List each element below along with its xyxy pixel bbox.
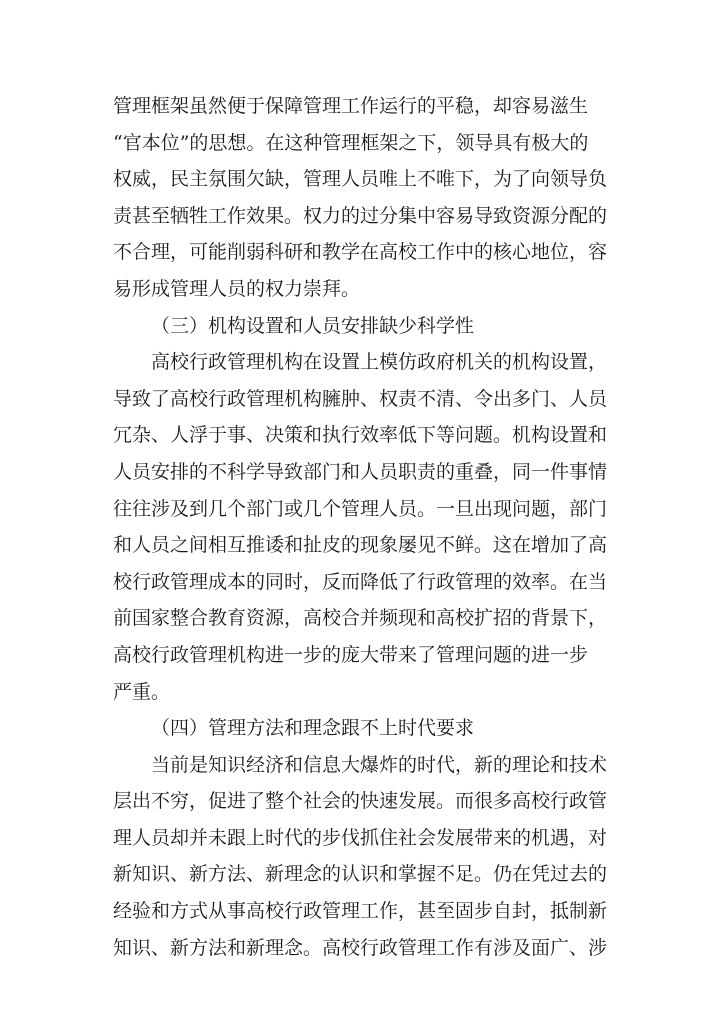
paragraph-line: 理人员却并未跟上时代的步伐抓住社会发展带来的机遇，对 bbox=[113, 826, 608, 849]
paragraph-line: 不合理，可能削弱科研和教学在高校工作中的核心地位，容 bbox=[113, 241, 608, 264]
paragraph-line: 人员安排的不科学导致部门和人员职责的重叠，同一件事情 bbox=[113, 460, 608, 483]
paragraph-line: 高校行政管理机构在设置上模仿政府机关的机构设置， bbox=[151, 351, 608, 374]
paragraph-line: 层出不穷，促进了整个社会的快速发展。而很多高校行政管 bbox=[113, 790, 608, 813]
paragraph-line: 管理框架虽然便于保障管理工作运行的平稳，却容易滋生 bbox=[113, 95, 589, 117]
paragraph-line: 校行政管理成本的同时，反而降低了行政管理的效率。在当 bbox=[113, 570, 608, 593]
paragraph-line: 前国家整合教育资源，高校合并频现和高校扩招的背景下， bbox=[113, 607, 608, 630]
paragraph-line: 新知识、新方法、新理念的认识和掌握不足。仍在凭过去的 bbox=[113, 863, 608, 886]
paragraph-line: 知识、新方法和新理念。高校行政管理工作有涉及面广、涉 bbox=[113, 936, 608, 959]
paragraph-line: 严重。 bbox=[113, 680, 171, 703]
document-body bbox=[113, 88, 613, 966]
section-heading: （四）管理方法和理念跟不上时代要求 bbox=[151, 717, 475, 740]
paragraph-line: 经验和方式从事高校行政管理工作，甚至固步自封，抵制新 bbox=[113, 900, 608, 923]
paragraph-line: 高校行政管理机构进一步的庞大带来了管理问题的进一步 bbox=[113, 643, 589, 666]
paragraph-line: 当前是知识经济和信息大爆炸的时代，新的理论和技术 bbox=[151, 753, 608, 776]
paragraph-line: 冗杂、人浮于事、决策和执行效率低下等问题。机构设置和 bbox=[113, 424, 608, 447]
paragraph-line: 权威，民主氛围欠缺，管理人员唯上不唯下，为了向领导负 bbox=[113, 168, 608, 191]
paragraph-line: “官本位”的思想。在这种管理框架之下，领导具有极大的 bbox=[113, 131, 589, 154]
paragraph-line: 责甚至牺牲工作效果。权力的过分集中容易导致资源分配的 bbox=[113, 204, 608, 227]
paragraph-line: 往往涉及到几个部门或几个管理人员。一旦出现问题，部门 bbox=[113, 497, 608, 520]
paragraph-line: 导致了高校行政管理机构臃肿、权责不清、令出多门、人员 bbox=[113, 387, 608, 410]
paragraph-line: 易形成管理人员的权力崇拜。 bbox=[113, 277, 361, 300]
section-heading: （三）机构设置和人员安排缺少科学性 bbox=[151, 314, 475, 337]
paragraph-line: 和人员之间相互推诿和扯皮的现象屡见不鲜。这在增加了高 bbox=[113, 534, 608, 557]
